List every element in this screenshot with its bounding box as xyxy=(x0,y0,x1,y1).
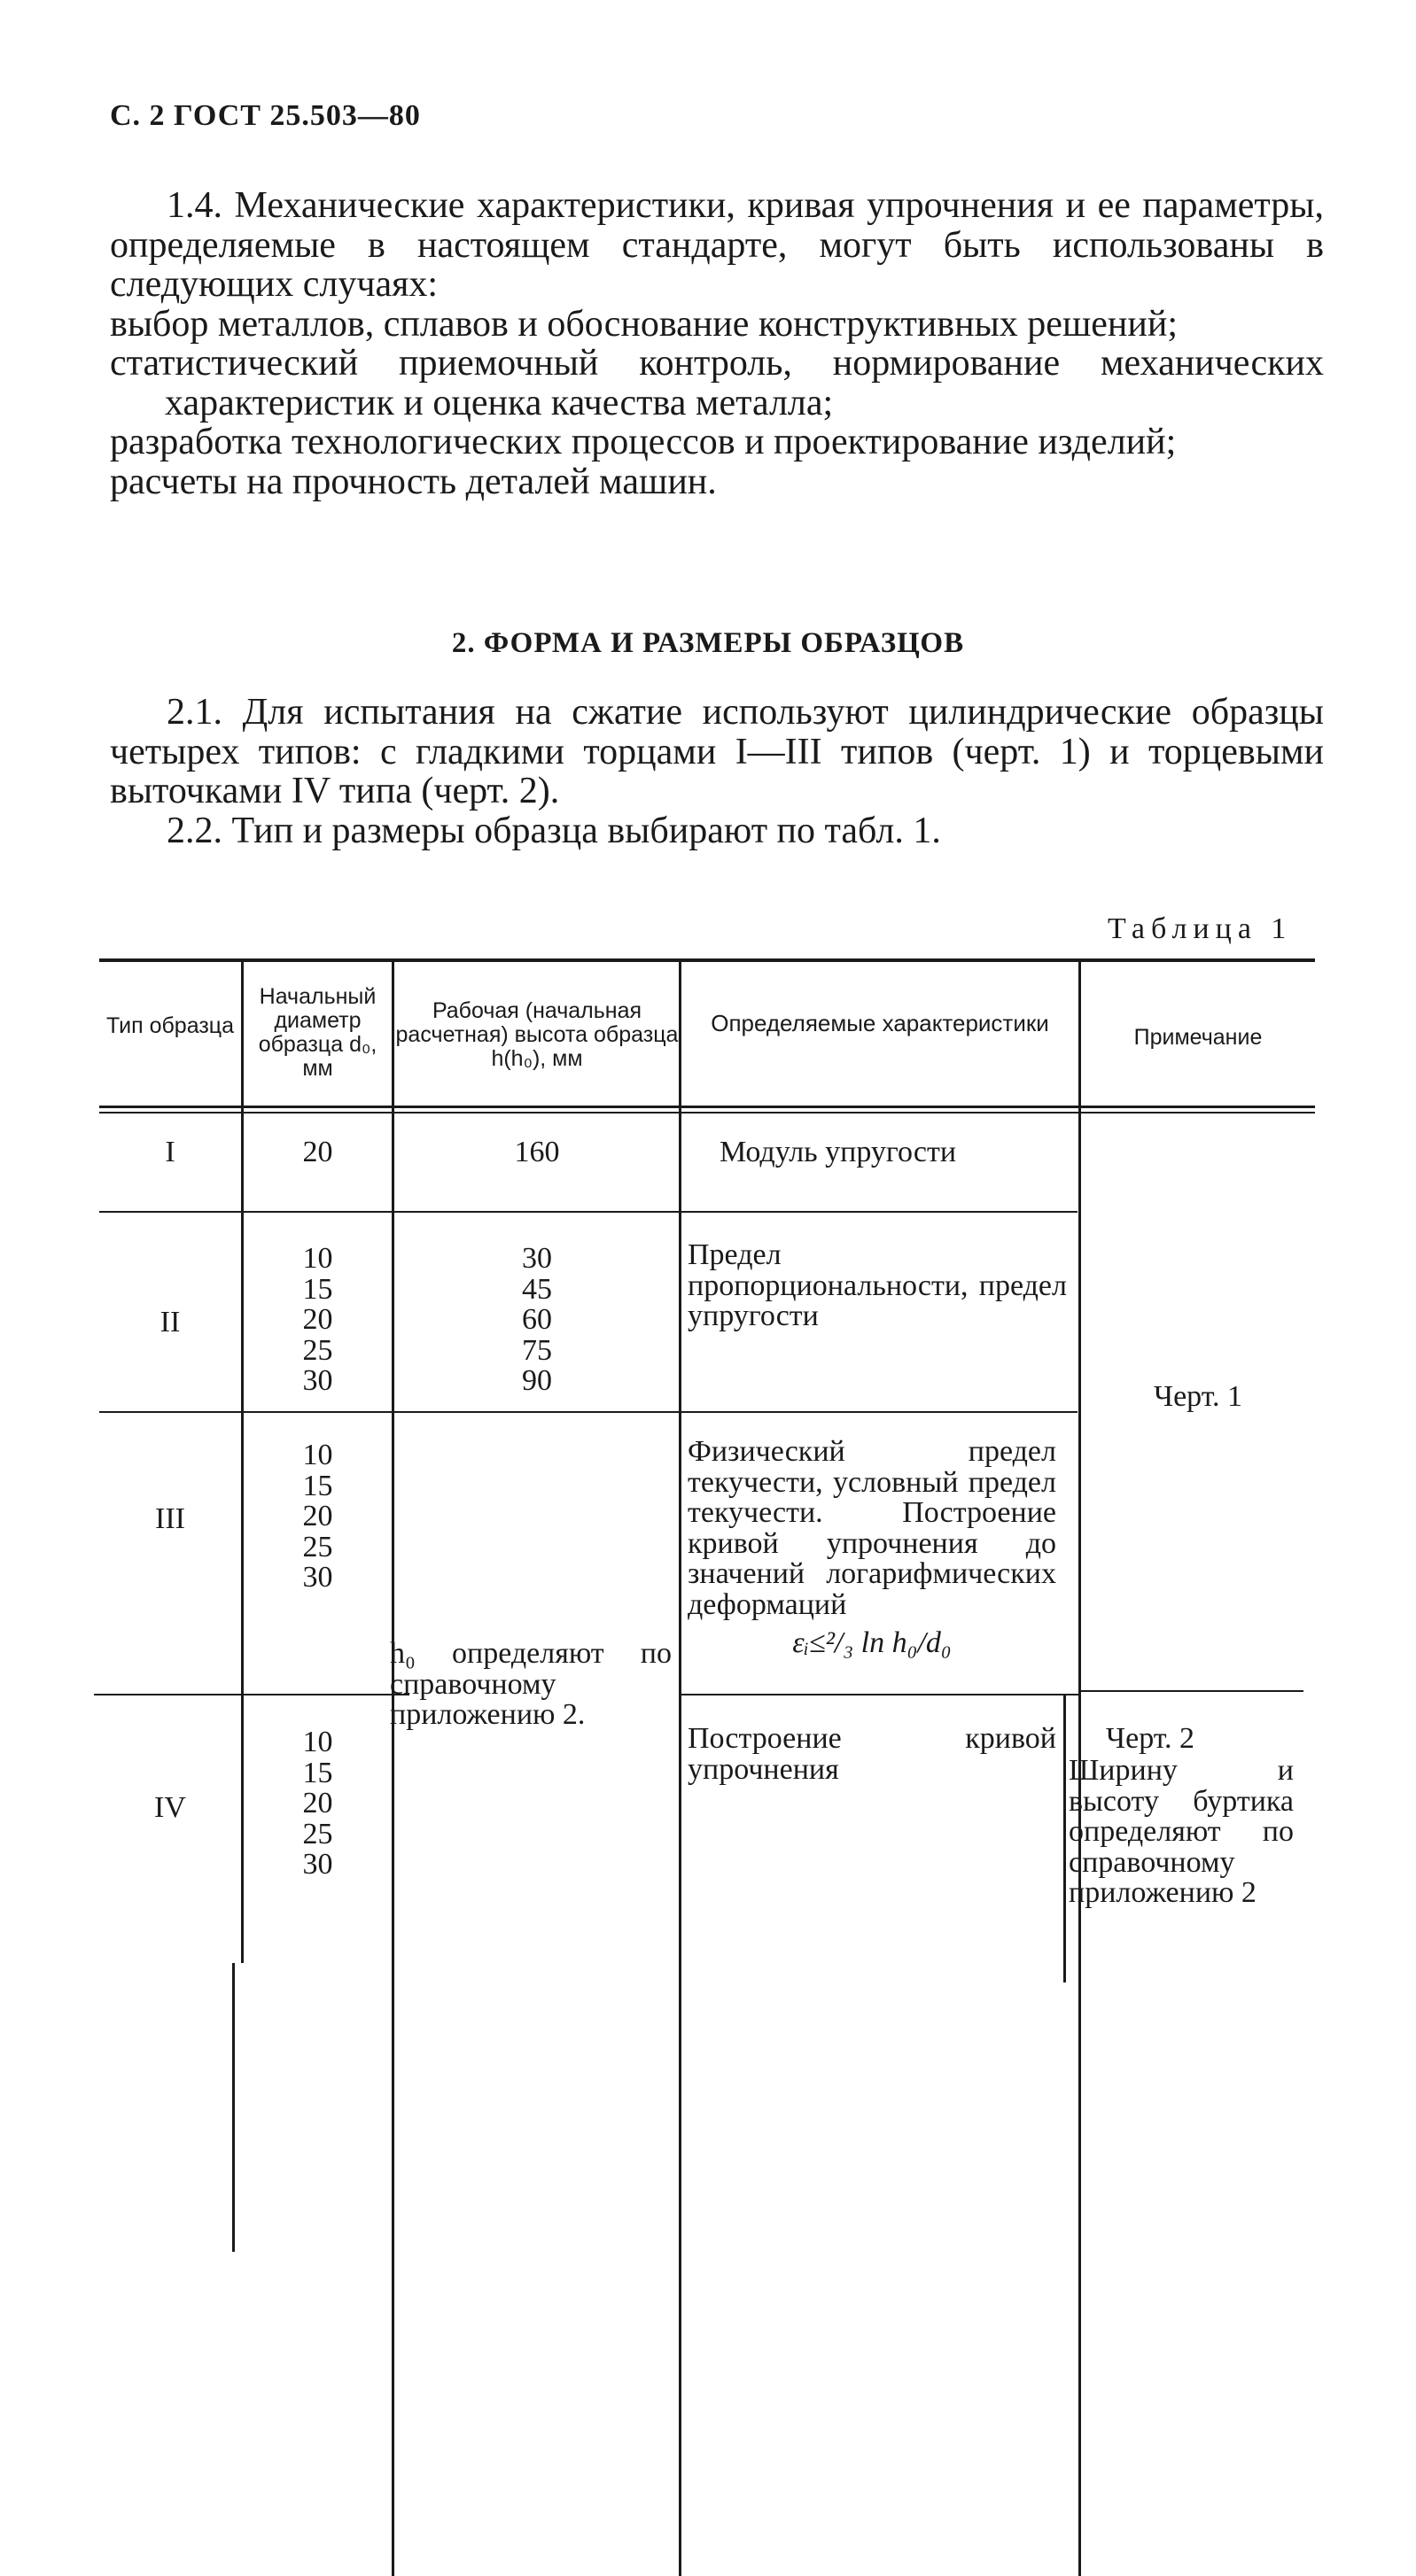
row-3-diameters xyxy=(244,1440,392,1594)
row-1-height: 160 xyxy=(514,1136,560,1168)
row-4-diameters xyxy=(244,1727,392,1881)
row-rule xyxy=(99,1211,1078,1213)
row-rule xyxy=(679,1694,1078,1695)
row-2-heights xyxy=(395,1244,679,1397)
note-row-4-title: Черт. 2 xyxy=(1106,1722,1195,1755)
paragraph-1-4-intro: 1.4. Механические характеристики, кривая упрочнения и ее параметры, определяемые в настоящем стандарте, могут быть использованы в следующих случаях: xyxy=(110,185,1324,305)
value: 15 xyxy=(302,1469,333,1502)
header-rule xyxy=(99,1106,1315,1108)
row-3-heights: h₀ определяют по справочному приложению 2. xyxy=(390,1637,672,1731)
row-3-formula: εᵢ≤²/₃ ln h₀/d₀ xyxy=(792,1626,952,1659)
header-note: Примечание xyxy=(1133,1025,1263,1050)
row-2-type: II xyxy=(159,1306,181,1338)
header-rule-double xyxy=(99,1112,1315,1113)
value: 75 xyxy=(522,1333,552,1367)
value: 25 xyxy=(302,1817,333,1851)
row-4-properties: Построение кривой упрочнения xyxy=(688,1722,1056,1786)
row-rule xyxy=(94,1694,409,1695)
note-rows-1-3: Черт. 1 xyxy=(1153,1380,1243,1413)
section-1-4 xyxy=(110,186,1324,501)
note-row-4-text: Ширину и высоту буртика определяют по справочному приложению 2 xyxy=(1069,1754,1294,1909)
row-1-type: I xyxy=(165,1136,175,1168)
value: 25 xyxy=(302,1530,333,1563)
list-item: расчеты на прочность деталей машин. xyxy=(110,461,717,502)
value: 30 xyxy=(302,1561,333,1594)
column-divider xyxy=(1063,1694,1066,1982)
list-item: разработка технологических процессов и проектирование изделий; xyxy=(110,422,1177,462)
value: 20 xyxy=(302,1500,333,1532)
row-2-properties: Предел пропорциональности, предел упругости xyxy=(688,1238,1067,1332)
column-divider xyxy=(392,962,394,2576)
row-1-diameter: 20 xyxy=(302,1136,333,1168)
list-item: статистический приемочный контроль, нормирование механических характеристик и оценка качества металла; xyxy=(110,343,1324,423)
row-4-type: IV xyxy=(154,1791,186,1824)
row-3-properties: Физический предел текучести, условный предел текучести. Построение кривой упрочнения до значений логарифмических деформаций xyxy=(688,1435,1056,1621)
list-item: выбор металлов, сплавов и обоснование конструктивных решений; xyxy=(110,303,1179,345)
header-height: Рабочая (начальная расчетная) высота образца h(h₀), мм xyxy=(395,998,679,1071)
value: 30 xyxy=(302,1848,333,1881)
value: 10 xyxy=(302,1242,333,1275)
page-header: С. 2 ГОСТ 25.503—80 xyxy=(110,99,421,132)
row-rule xyxy=(99,1411,1078,1413)
value: 20 xyxy=(302,1787,333,1819)
header-diameter: Начальный диаметр образца d₀, мм xyxy=(258,984,377,1081)
value: 15 xyxy=(302,1756,333,1789)
value: 15 xyxy=(302,1272,333,1306)
value: 10 xyxy=(302,1726,333,1758)
column-divider xyxy=(679,962,681,2576)
header-properties: Определяемые характеристики xyxy=(711,1010,1049,1036)
row-rule xyxy=(1078,1690,1303,1692)
header-type: Тип образца xyxy=(105,1013,235,1038)
paragraph-2-2: 2.2. Тип и размеры образца выбирают по табл. 1. xyxy=(167,810,941,851)
row-2-diameters xyxy=(244,1244,392,1397)
table-caption: Таблица 1 xyxy=(1108,912,1293,945)
column-divider xyxy=(232,1963,235,2252)
value: 30 xyxy=(302,1364,333,1397)
value: 10 xyxy=(302,1439,333,1471)
section-2-text xyxy=(110,693,1324,850)
value: 20 xyxy=(302,1303,333,1336)
value: 60 xyxy=(522,1303,552,1336)
value: 25 xyxy=(302,1333,333,1367)
section-title: 2. ФОРМА И РАЗМЕРЫ ОБРАЗЦОВ xyxy=(451,627,965,659)
value: 45 xyxy=(522,1272,552,1306)
value: 30 xyxy=(522,1242,552,1275)
paragraph-2-1: 2.1. Для испытания на сжатие используют цилиндрические образцы четырех типов: с гладкими торцами I—III типов (черт. 1) и торцевыми выточками IV типа (черт. 2). xyxy=(110,692,1324,811)
table-top-rule xyxy=(99,958,1315,962)
row-1-properties: Модуль упругости xyxy=(720,1136,957,1168)
value: 90 xyxy=(522,1364,552,1397)
row-3-type: III xyxy=(155,1502,185,1535)
